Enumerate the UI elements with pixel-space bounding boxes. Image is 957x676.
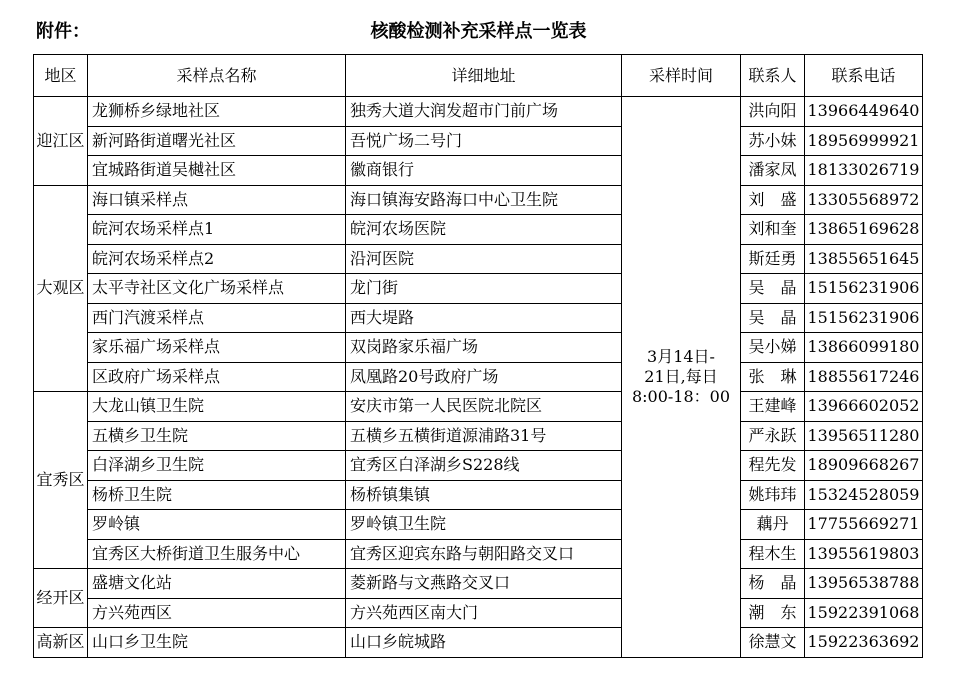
site-name-cell: 皖河农场采样点1 — [88, 215, 346, 245]
contact-cell: 姚玮玮 — [741, 480, 805, 510]
phone-cell: 13955619803 — [805, 539, 923, 569]
site-name-cell: 家乐福广场采样点 — [88, 333, 346, 363]
address-cell: 五横乡五横街道源浦路31号 — [346, 421, 622, 451]
address-cell: 皖河农场医院 — [346, 215, 622, 245]
table-row — [34, 362, 923, 392]
phone-cell: 13966602052 — [805, 392, 923, 422]
site-name-cell: 盛塘文化站 — [88, 569, 346, 599]
contact-cell: 潘家凤 — [741, 156, 805, 186]
region-cell: 经开区 — [34, 569, 88, 628]
contact-cell: 藕丹 — [741, 510, 805, 540]
table-row — [34, 156, 923, 186]
phone-cell: 18956999921 — [805, 126, 923, 156]
contact-cell: 潮 东 — [741, 598, 805, 628]
contact-cell: 程先发 — [741, 451, 805, 481]
table-row — [34, 510, 923, 540]
table-row — [34, 539, 923, 569]
contact-cell: 刘 盛 — [741, 185, 805, 215]
region-cell: 宜秀区 — [34, 392, 88, 569]
contact-cell: 杨 晶 — [741, 569, 805, 599]
address-cell: 海口镇海安路海口中心卫生院 — [346, 185, 622, 215]
phone-cell: 15324528059 — [805, 480, 923, 510]
address-cell: 宜秀区迎宾东路与朝阳路交叉口 — [346, 539, 622, 569]
phone-cell: 17755669271 — [805, 510, 923, 540]
site-name-cell: 宜城路街道吴樾社区 — [88, 156, 346, 186]
site-name-cell: 白泽湖乡卫生院 — [88, 451, 346, 481]
table-row — [34, 185, 923, 215]
site-name-cell: 山口乡卫生院 — [88, 628, 346, 658]
table-row — [34, 480, 923, 510]
table-row — [34, 274, 923, 304]
contact-cell: 洪向阳 — [741, 97, 805, 127]
phone-cell: 13305568972 — [805, 185, 923, 215]
contact-cell: 苏小妹 — [741, 126, 805, 156]
table-body — [34, 97, 923, 658]
sampling-time-line3: 8:00-18：00 — [631, 386, 731, 406]
table-row — [34, 569, 923, 599]
contact-cell: 刘和奎 — [741, 215, 805, 245]
site-name-cell: 太平寺社区文化广场采样点 — [88, 274, 346, 304]
site-name-cell: 皖河农场采样点2 — [88, 244, 346, 274]
sampling-sites-table — [33, 54, 923, 658]
table-row — [34, 303, 923, 333]
phone-cell: 18855617246 — [805, 362, 923, 392]
phone-cell: 15922391068 — [805, 598, 923, 628]
address-cell: 宜秀区白泽湖乡S228线 — [346, 451, 622, 481]
phone-cell: 15156231906 — [805, 274, 923, 304]
sampling-time-cell — [622, 97, 741, 658]
contact-cell: 张 琳 — [741, 362, 805, 392]
page-title: 核酸检测补充采样点一览表 — [370, 21, 587, 42]
phone-cell: 18133026719 — [805, 156, 923, 186]
phone-cell: 13966449640 — [805, 97, 923, 127]
column-header-address: 详细地址 — [346, 55, 622, 97]
site-name-cell: 新河路街道曙光社区 — [88, 126, 346, 156]
table-row — [34, 97, 923, 127]
address-cell: 吾悦广场二号门 — [346, 126, 622, 156]
region-cell: 大观区 — [34, 185, 88, 392]
table-row — [34, 628, 923, 658]
site-name-cell: 杨桥卫生院 — [88, 480, 346, 510]
table-header-row — [34, 55, 923, 97]
phone-cell: 13855651645 — [805, 244, 923, 274]
site-name-cell: 区政府广场采样点 — [88, 362, 346, 392]
table-row — [34, 392, 923, 422]
contact-cell: 吴 晶 — [741, 274, 805, 304]
address-cell: 徽商银行 — [346, 156, 622, 186]
column-header-site-name: 采样点名称 — [88, 55, 346, 97]
contact-cell: 斯廷勇 — [741, 244, 805, 274]
table-row — [34, 333, 923, 363]
address-cell: 杨桥镇集镇 — [346, 480, 622, 510]
site-name-cell: 罗岭镇 — [88, 510, 346, 540]
site-name-cell: 五横乡卫生院 — [88, 421, 346, 451]
address-cell: 方兴苑西区南大门 — [346, 598, 622, 628]
site-name-cell: 西门汽渡采样点 — [88, 303, 346, 333]
sampling-time-line1: 3月14日- — [647, 346, 715, 366]
table-row — [34, 598, 923, 628]
contact-cell: 吴 晶 — [741, 303, 805, 333]
column-header-region: 地区 — [34, 55, 88, 97]
site-name-cell: 海口镇采样点 — [88, 185, 346, 215]
address-cell: 安庆市第一人民医院北院区 — [346, 392, 622, 422]
table-row — [34, 244, 923, 274]
column-header-phone: 联系电话 — [805, 55, 923, 97]
table-row — [34, 421, 923, 451]
address-cell: 独秀大道大润发超市门前广场 — [346, 97, 622, 127]
sampling-time-line2: 21日,每日 — [644, 366, 718, 386]
column-header-contact: 联系人 — [741, 55, 805, 97]
table-row — [34, 451, 923, 481]
contact-cell: 徐慧文 — [741, 628, 805, 658]
contact-cell: 吴小娣 — [741, 333, 805, 363]
phone-cell: 13865169628 — [805, 215, 923, 245]
column-header-sampling-time: 采样时间 — [622, 55, 741, 97]
attachment-label: 附件： — [36, 21, 90, 42]
phone-cell: 15922363692 — [805, 628, 923, 658]
contact-cell: 程木生 — [741, 539, 805, 569]
address-cell: 菱新路与文燕路交叉口 — [346, 569, 622, 599]
phone-cell: 13866099180 — [805, 333, 923, 363]
region-cell: 高新区 — [34, 628, 88, 658]
address-cell: 龙门街 — [346, 274, 622, 304]
phone-cell: 15156231906 — [805, 303, 923, 333]
contact-cell: 王建峰 — [741, 392, 805, 422]
address-cell: 罗岭镇卫生院 — [346, 510, 622, 540]
site-name-cell: 方兴苑西区 — [88, 598, 346, 628]
contact-cell: 严永跃 — [741, 421, 805, 451]
address-cell: 双岗路家乐福广场 — [346, 333, 622, 363]
table-row — [34, 215, 923, 245]
address-cell: 凤凰路20号政府广场 — [346, 362, 622, 392]
phone-cell: 13956511280 — [805, 421, 923, 451]
address-cell: 西大堤路 — [346, 303, 622, 333]
site-name-cell: 龙狮桥乡绿地社区 — [88, 97, 346, 127]
address-cell: 沿河医院 — [346, 244, 622, 274]
site-name-cell: 大龙山镇卫生院 — [88, 392, 346, 422]
region-cell: 迎江区 — [34, 97, 88, 186]
site-name-cell: 宜秀区大桥街道卫生服务中心 — [88, 539, 346, 569]
table-row — [34, 126, 923, 156]
address-cell: 山口乡皖城路 — [346, 628, 622, 658]
phone-cell: 13956538788 — [805, 569, 923, 599]
phone-cell: 18909668267 — [805, 451, 923, 481]
